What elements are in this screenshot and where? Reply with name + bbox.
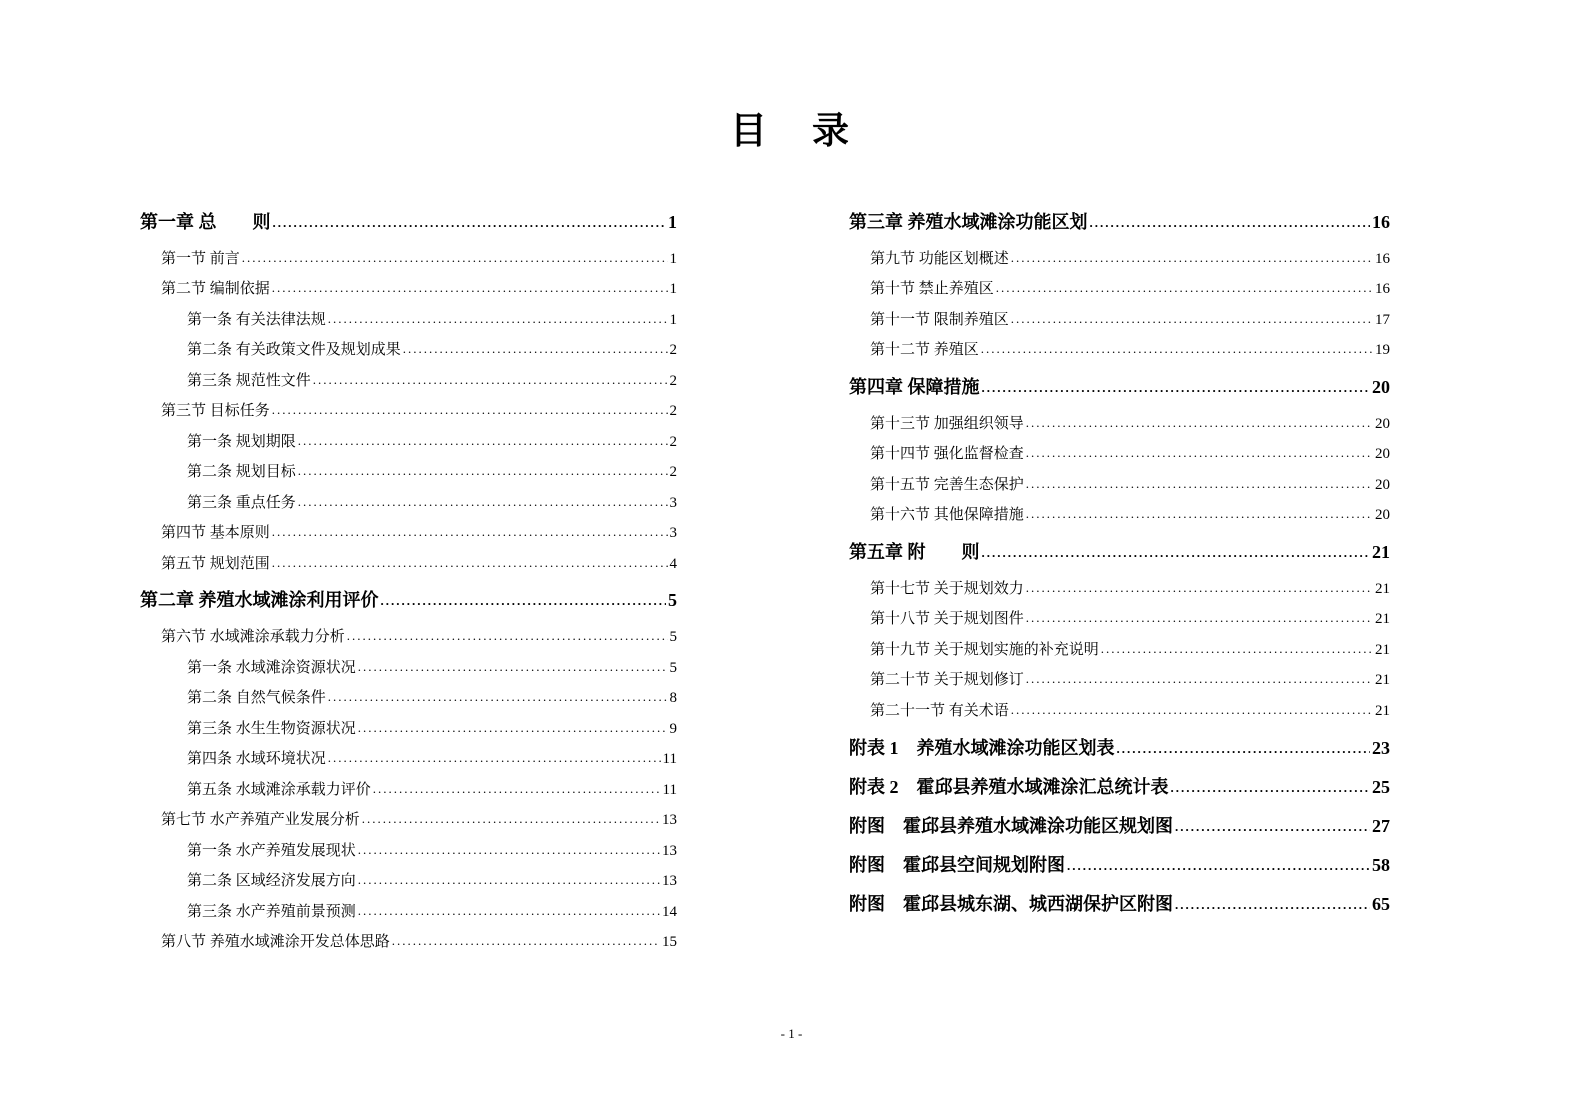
toc-entry-page: 2: [669, 372, 677, 389]
dot-leader: [358, 713, 668, 744]
toc-entry-section: [849, 665, 1390, 696]
toc-entry-chapter: [140, 207, 677, 239]
toc-entry-title: 第三条 规范性文件: [187, 372, 311, 389]
toc-entry-section: [140, 549, 677, 580]
toc-entry-page: 16: [1375, 281, 1390, 298]
toc-entry-item: [140, 897, 677, 928]
toc-entry-page: 27: [1372, 816, 1390, 837]
toc-entry-page: 1: [669, 250, 677, 267]
dot-leader: [373, 774, 661, 805]
dot-leader: [362, 804, 660, 835]
dot-leader: [982, 372, 1371, 403]
toc-entry-title: 第一节 前言: [161, 250, 240, 267]
toc-entry-page: 11: [662, 751, 677, 768]
toc-column-right: [849, 201, 1390, 929]
dot-leader: [272, 548, 668, 579]
toc-entry-title: 第三节 目标任务: [161, 403, 270, 420]
toc-entry-page: 21: [1375, 641, 1390, 658]
toc-entry-title: 第四章 保障措施: [849, 376, 980, 397]
toc-entry-page: 17: [1375, 311, 1390, 328]
dot-leader: [347, 621, 668, 652]
toc-columns: [0, 201, 1583, 958]
dot-leader: [1067, 850, 1370, 881]
dot-leader: [328, 743, 661, 774]
dot-leader: [1101, 634, 1373, 665]
toc-entry-page: 13: [662, 842, 677, 859]
dot-leader: [982, 537, 1371, 568]
toc-entry-page: 15: [662, 934, 677, 951]
toc-entry-title: 第十八节 关于规划图件: [870, 611, 1024, 628]
dot-leader: [273, 207, 667, 238]
toc-entry-page: 21: [1375, 611, 1390, 628]
dot-leader: [358, 835, 660, 866]
dot-leader: [996, 273, 1373, 304]
toc-entry-page: 2: [669, 433, 677, 450]
toc-entry-section: [849, 470, 1390, 501]
toc-entry-section: [849, 635, 1390, 666]
dot-leader: [1026, 438, 1373, 469]
toc-entry-title: 第一条 水域滩涂资源状况: [187, 659, 356, 676]
toc-entry-page: 23: [1372, 738, 1390, 759]
toc-entry-title: 第十七节 关于规划效力: [870, 580, 1024, 597]
toc-entry-title: 附表 1 养殖水域滩涂功能区划表: [849, 738, 1115, 759]
toc-entry-title: 第一条 水产养殖发展现状: [187, 842, 356, 859]
toc-entry-page: 5: [669, 629, 677, 646]
toc-entry-page: 20: [1375, 415, 1390, 432]
toc-entry-page: 1: [668, 211, 677, 232]
toc-entry-page: 21: [1375, 672, 1390, 689]
dot-leader: [1026, 499, 1373, 530]
toc-entry-item: [140, 366, 677, 397]
toc-entry-item: [140, 866, 677, 897]
toc-entry-section: [140, 274, 677, 305]
dot-leader: [272, 273, 668, 304]
toc-entry-page: 3: [669, 525, 677, 542]
dot-leader: [272, 395, 668, 426]
toc-entry-title: 第十三节 加强组织领导: [870, 415, 1024, 432]
toc-entry-title: 第七节 水产养殖产业发展分析: [161, 812, 360, 829]
dot-leader: [328, 304, 668, 335]
toc-entry-title: 第十四节 强化监督检查: [870, 446, 1024, 463]
toc-entry-title: 第四节 基本原则: [161, 525, 270, 542]
toc-entry-title: 第一条 规划期限: [187, 433, 296, 450]
toc-entry-appendix: [849, 772, 1390, 804]
toc-entry-page: 13: [662, 873, 677, 890]
toc-entry-page: 1: [669, 311, 677, 328]
dot-leader: [272, 517, 668, 548]
toc-entry-section: [849, 305, 1390, 336]
toc-entry-title: 第四条 水域环境状况: [187, 751, 326, 768]
toc-entry-page: 21: [1375, 580, 1390, 597]
toc-entry-item: [140, 775, 677, 806]
toc-entry-page: 5: [668, 590, 677, 611]
toc-entry-page: 21: [1375, 702, 1390, 719]
toc-entry-title: 第十二节 养殖区: [870, 342, 979, 359]
dot-leader: [328, 682, 668, 713]
toc-entry-section: [849, 274, 1390, 305]
toc-entry-title: 第一章 总 则: [140, 211, 271, 232]
toc-entry-title: 第三条 水产养殖前景预测: [187, 903, 356, 920]
toc-entry-title: 第三条 重点任务: [187, 494, 296, 511]
toc-entry-title: 第一条 有关法律法规: [187, 311, 326, 328]
toc-entry-page: 3: [669, 494, 677, 511]
toc-entry-page: 13: [662, 812, 677, 829]
toc-entry-item: [140, 488, 677, 519]
dot-leader: [1026, 408, 1373, 439]
toc-entry-item: [140, 653, 677, 684]
dot-leader: [1011, 243, 1373, 274]
toc-entry-title: 第三章 养殖水域滩涂功能区划: [849, 211, 1088, 232]
toc-entry-appendix: [849, 811, 1390, 843]
dot-leader: [1026, 664, 1373, 695]
toc-entry-title: 第二十节 关于规划修订: [870, 672, 1024, 689]
toc-entry-page: 16: [1375, 250, 1390, 267]
dot-leader: [1026, 469, 1373, 500]
toc-entry-chapter: [849, 372, 1390, 404]
toc-entry-title: 第五节 规划范围: [161, 555, 270, 572]
toc-entry-page: 14: [662, 903, 677, 920]
toc-entry-title: 附图 霍邱县城东湖、城西湖保护区附图: [849, 894, 1173, 915]
toc-entry-section: [849, 409, 1390, 440]
toc-entry-appendix: [849, 850, 1390, 882]
toc-entry-appendix: [849, 889, 1390, 921]
toc-entry-title: 第九节 功能区划概述: [870, 250, 1009, 267]
toc-entry-title: 第二条 规划目标: [187, 464, 296, 481]
toc-entry-title: 第二条 自然气候条件: [187, 690, 326, 707]
page-number-footer: - 1 -: [780, 1026, 803, 1041]
toc-entry-section: [849, 574, 1390, 605]
toc-entry-section: [849, 500, 1390, 531]
toc-entry-title: 附表 2 霍邱县养殖水域滩涂汇总统计表: [849, 777, 1169, 798]
toc-entry-page: 1: [669, 281, 677, 298]
toc-entry-page: 2: [669, 342, 677, 359]
toc-entry-page: 20: [1375, 476, 1390, 493]
dot-leader: [1175, 811, 1370, 842]
toc-entry-appendix: [849, 733, 1390, 765]
toc-entry-title: 第二条 有关政策文件及规划成果: [187, 342, 401, 359]
dot-leader: [358, 652, 668, 683]
dot-leader: [1090, 207, 1371, 238]
toc-entry-page: 20: [1375, 507, 1390, 524]
toc-entry-page: 16: [1372, 211, 1390, 232]
dot-leader: [981, 334, 1373, 365]
toc-entry-section: [849, 335, 1390, 366]
toc-entry-page: 5: [669, 659, 677, 676]
dot-leader: [242, 243, 668, 274]
toc-entry-section: [849, 244, 1390, 275]
toc-entry-page: 2: [669, 464, 677, 481]
toc-entry-page: 21: [1372, 541, 1390, 562]
toc-entry-section: [140, 518, 677, 549]
toc-entry-title: 附图 霍邱县空间规划附图: [849, 855, 1065, 876]
toc-entry-title: 第十一节 限制养殖区: [870, 311, 1009, 328]
toc-entry-item: [140, 335, 677, 366]
toc-entry-page: 19: [1375, 342, 1390, 359]
dot-leader: [1011, 695, 1373, 726]
toc-entry-item: [140, 836, 677, 867]
dot-leader: [298, 426, 668, 457]
toc-entry-title: 第十六节 其他保障措施: [870, 507, 1024, 524]
toc-entry-chapter: [140, 585, 677, 617]
toc-entry-title: 第五章 附 则: [849, 541, 980, 562]
toc-entry-page: 2: [669, 403, 677, 420]
toc-entry-section: [140, 927, 677, 958]
toc-entry-page: 4: [669, 555, 677, 572]
toc-entry-page: 8: [669, 690, 677, 707]
toc-entry-title: 第十五节 完善生态保护: [870, 476, 1024, 493]
toc-entry-title: 附图 霍邱县养殖水域滩涂功能区规划图: [849, 816, 1173, 837]
dot-leader: [298, 487, 668, 518]
toc-entry-title: 第十节 禁止养殖区: [870, 281, 994, 298]
dot-leader: [381, 585, 667, 616]
toc-entry-item: [140, 457, 677, 488]
toc-entry-page: 25: [1372, 777, 1390, 798]
toc-entry-section: [140, 396, 677, 427]
dot-leader: [358, 865, 660, 896]
dot-leader: [1117, 733, 1371, 764]
toc-entry-title: 第十九节 关于规划实施的补充说明: [870, 641, 1099, 658]
dot-leader: [313, 365, 668, 396]
toc-entry-page: 58: [1372, 855, 1390, 876]
toc-entry-title: 第八节 养殖水域滩涂开发总体思路: [161, 934, 390, 951]
dot-leader: [392, 926, 660, 957]
toc-entry-chapter: [849, 207, 1390, 239]
toc-entry-section: [140, 805, 677, 836]
dot-leader: [298, 456, 668, 487]
toc-entry-page: 20: [1375, 446, 1390, 463]
toc-entry-section: [849, 696, 1390, 727]
toc-title: 目 录: [730, 111, 853, 152]
toc-entry-title: 第三条 水生生物资源状况: [187, 720, 356, 737]
toc-entry-section: [140, 622, 677, 653]
toc-entry-page: 65: [1372, 894, 1390, 915]
toc-entry-item: [140, 744, 677, 775]
toc-entry-section: [140, 244, 677, 275]
dot-leader: [1171, 772, 1371, 803]
toc-entry-section: [849, 604, 1390, 635]
toc-entry-item: [140, 305, 677, 336]
toc-entry-page: 11: [662, 781, 677, 798]
toc-entry-title: 第二章 养殖水域滩涂利用评价: [140, 590, 379, 611]
dot-leader: [1011, 304, 1373, 335]
toc-column-left: [140, 201, 677, 958]
toc-entry-item: [140, 714, 677, 745]
toc-entry-title: 第五条 水域滩涂承载力评价: [187, 781, 371, 798]
toc-entry-title: 第二节 编制依据: [161, 281, 270, 298]
toc-entry-page: 9: [669, 720, 677, 737]
dot-leader: [1026, 603, 1373, 634]
toc-entry-title: 第六节 水域滩涂承载力分析: [161, 629, 345, 646]
toc-entry-page: 20: [1372, 376, 1390, 397]
dot-leader: [403, 334, 668, 365]
toc-entry-section: [849, 439, 1390, 470]
toc-entry-item: [140, 683, 677, 714]
dot-leader: [1175, 889, 1370, 920]
toc-entry-item: [140, 427, 677, 458]
dot-leader: [1026, 573, 1373, 604]
toc-entry-title: 第二十一节 有关术语: [870, 702, 1009, 719]
toc-entry-title: 第二条 区域经济发展方向: [187, 873, 356, 890]
dot-leader: [358, 896, 660, 927]
toc-entry-chapter: [849, 537, 1390, 569]
